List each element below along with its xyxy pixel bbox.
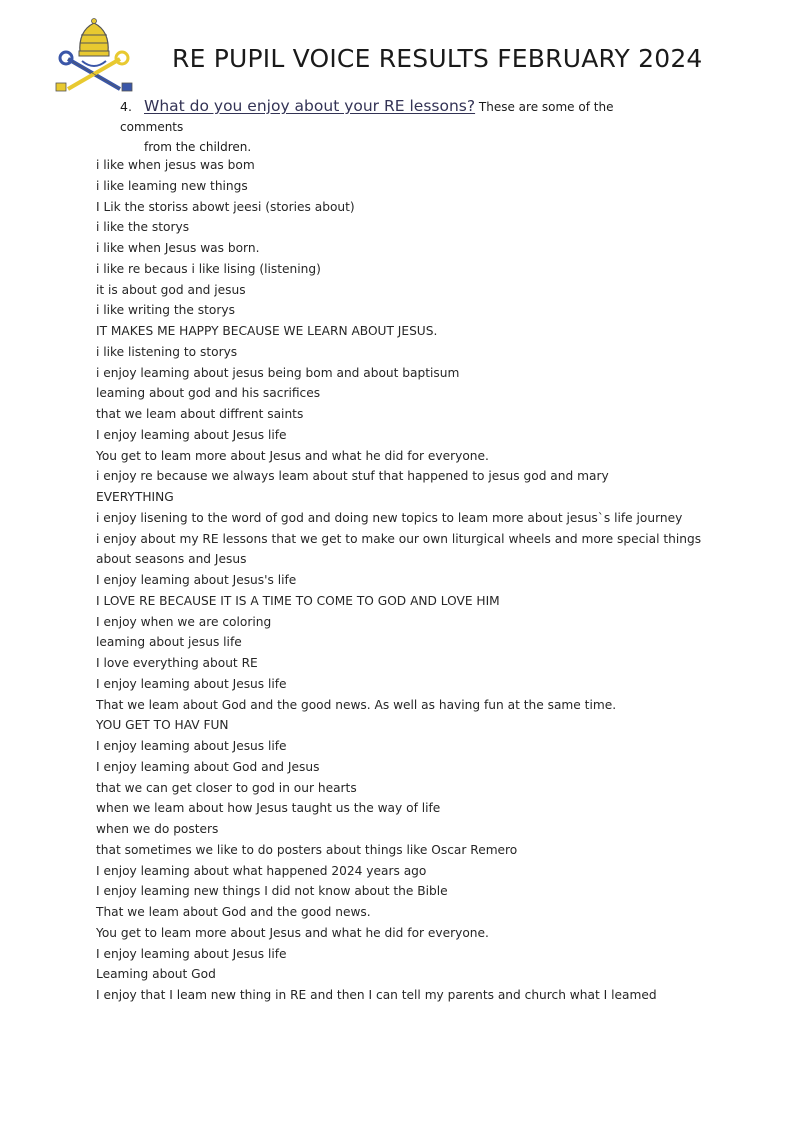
comment-item: I enjoy leaming about Jesus life <box>96 427 287 442</box>
comment-item: I enjoy leaming about what happened 2024 years ago <box>96 863 427 878</box>
comment-item: leaming about god and his sacrifices <box>96 386 321 401</box>
comment-item: i enjoy leaming about jesus being bom and about baptisum <box>96 365 460 380</box>
comment-item: that sometimes we like to do posters about things like Oscar Remero <box>96 842 518 857</box>
comment-item: EVERYTHING <box>96 490 174 504</box>
comment-item: I enjoy when we are coloring <box>96 614 272 629</box>
comment-item: when we do posters <box>96 822 219 836</box>
comment-item: I Lik the storiss abowt jeesi (stories about) <box>96 199 355 214</box>
comment-item: i enjoy lisening to the word of god and doing new topics to leam more about jesus`s life journey <box>96 510 683 525</box>
comment-item: i like leaming new things <box>96 178 248 193</box>
comment-item: YOU GET TO HAV FUN <box>96 718 229 733</box>
comment-item: That we leam about God and the good news. As well as having fun at the same time. <box>96 697 617 712</box>
comment-item: Leaming about God <box>96 967 216 982</box>
comment-item: I enjoy leaming about Jesus life <box>96 676 287 691</box>
comments-list <box>96 155 716 1006</box>
comment-item: that we can get closer to god in our hearts <box>96 780 357 795</box>
question-block <box>120 96 680 157</box>
papal-keys-tiara-logo-icon <box>54 17 134 95</box>
comment-item: i like when Jesus was born. <box>96 241 260 255</box>
comment-item: You get to leam more about Jesus and what he did for everyone. <box>96 925 489 940</box>
comment-item: I enjoy leaming new things I did not know about the Bible <box>96 884 448 899</box>
comment-item: i like when jesus was bom <box>96 158 255 172</box>
comment-item: i like listening to storys <box>96 344 238 359</box>
comment-item: leaming about jesus life <box>96 635 242 650</box>
comment-item: IT MAKES ME HAPPY BECAUSE WE LEARN ABOUT JESUS. <box>96 324 438 338</box>
comment-item: i like writing the storys <box>96 303 235 318</box>
question-note: These are some of the comments <box>120 100 614 134</box>
comment-item: I enjoy leaming about Jesus life <box>96 739 287 753</box>
comment-item: That we leam about God and the good news. <box>96 905 371 919</box>
question-number: 4. <box>120 99 132 114</box>
comment-item: I enjoy leaming about God and Jesus <box>96 759 320 774</box>
comment-item: i enjoy about my RE lessons that we get to make our own liturgical wheels and more special things <box>96 531 702 546</box>
comment-item: about seasons and Jesus <box>96 552 247 567</box>
comment-item: I LOVE RE BECAUSE IT IS A TIME TO COME TO GOD AND LOVE HIM <box>96 593 500 608</box>
comment-item: i like re becaus i like lising (listening) <box>96 261 321 276</box>
comment-item: i enjoy re because we always leam about stuf that happened to jesus god and mary <box>96 469 609 484</box>
comment-item: I love everything about RE <box>96 656 258 670</box>
comment-item: that we leam about diffrent saints <box>96 407 304 421</box>
comment-item: i like the storys <box>96 220 190 235</box>
comment-item: You get to leam more about Jesus and what he did for everyone. <box>96 448 489 463</box>
page-title: RE PUPIL VOICE RESULTS FEBRUARY 2024 <box>172 44 703 73</box>
question-text: What do you enjoy about your RE lessons? <box>144 97 476 115</box>
comment-item: I enjoy leaming about Jesus's life <box>96 573 297 587</box>
comment-item: when we leam about how Jesus taught us the way of life <box>96 801 441 816</box>
question-note-continued: from the children. <box>144 140 252 154</box>
comment-item: I enjoy leaming about Jesus life <box>96 946 287 961</box>
comment-item: I enjoy that I leam new thing in RE and then I can tell my parents and church what I leamed <box>96 988 657 1002</box>
comment-item: it is about god and jesus <box>96 282 246 297</box>
